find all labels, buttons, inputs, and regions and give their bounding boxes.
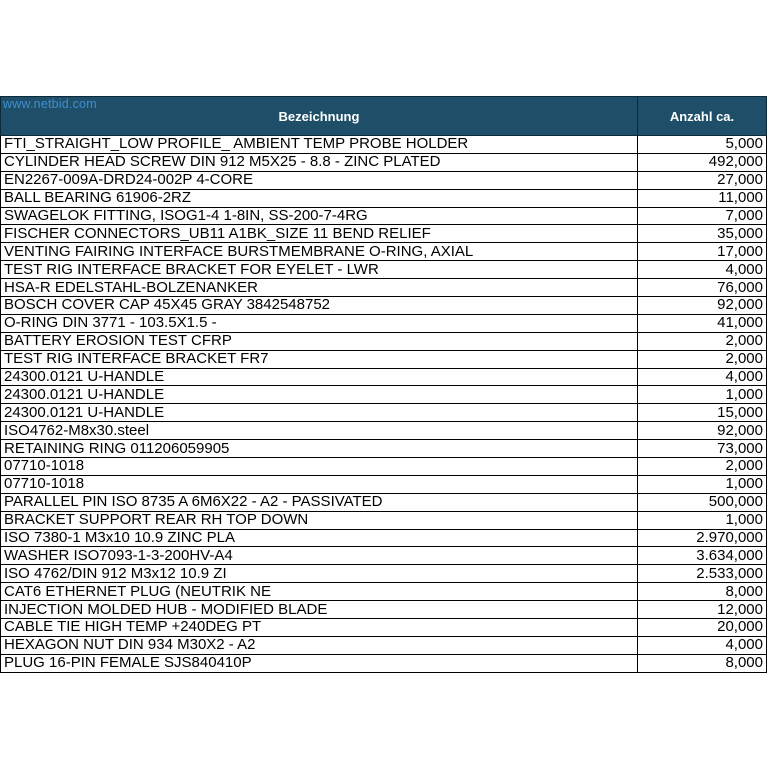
- table-row: [1, 404, 767, 422]
- cell-anzahl: 92,000: [638, 422, 767, 440]
- cell-anzahl: 2,000: [638, 350, 767, 368]
- cell-anzahl: 3.634,000: [638, 547, 767, 565]
- cell-bezeichnung: BALL BEARING 61906-2RZ: [1, 189, 638, 207]
- cell-bezeichnung: 07710-1018: [1, 458, 638, 476]
- table-row: [1, 547, 767, 565]
- cell-anzahl: 92,000: [638, 297, 767, 315]
- table-row: [1, 654, 767, 672]
- cell-anzahl: 76,000: [638, 279, 767, 297]
- table-row: [1, 619, 767, 637]
- cell-bezeichnung: ISO 4762/DIN 912 M3x12 10.9 ZI: [1, 565, 638, 583]
- table-row: [1, 368, 767, 386]
- table-row: [1, 493, 767, 511]
- cell-anzahl: 1,000: [638, 475, 767, 493]
- cell-bezeichnung: PARALLEL PIN ISO 8735 A 6M6X22 - A2 - PASSIVATED: [1, 493, 638, 511]
- cell-bezeichnung: 24300.0121 U-HANDLE: [1, 386, 638, 404]
- table-row: [1, 225, 767, 243]
- cell-bezeichnung: PLUG 16-PIN FEMALE SJS840410P: [1, 654, 638, 672]
- cell-anzahl: 500,000: [638, 493, 767, 511]
- cell-anzahl: 7,000: [638, 207, 767, 225]
- cell-bezeichnung: ISO4762-M8x30.steel: [1, 422, 638, 440]
- cell-bezeichnung: RETAINING RING 011206059905: [1, 440, 638, 458]
- cell-bezeichnung: O-RING DIN 3771 - 103.5X1.5 -: [1, 314, 638, 332]
- cell-anzahl: 4,000: [638, 368, 767, 386]
- cell-bezeichnung: WASHER ISO7093-1-3-200HV-A4: [1, 547, 638, 565]
- cell-bezeichnung: HEXAGON NUT DIN 934 M30X2 - A2: [1, 636, 638, 654]
- cell-bezeichnung: FTI_STRAIGHT_LOW PROFILE_ AMBIENT TEMP PROBE HOLDER: [1, 136, 638, 154]
- cell-bezeichnung: TEST RIG INTERFACE BRACKET FOR EYELET - LWR: [1, 261, 638, 279]
- parts-table-sheet: [0, 96, 766, 673]
- cell-anzahl: 20,000: [638, 619, 767, 637]
- cell-anzahl: 41,000: [638, 314, 767, 332]
- cell-bezeichnung: EN2267-009A-DRD24-002P 4-CORE: [1, 171, 638, 189]
- cell-bezeichnung: BATTERY EROSION TEST CFRP: [1, 332, 638, 350]
- table-row: [1, 350, 767, 368]
- column-header-bezeichnung-label: Bezeichnung: [278, 108, 360, 124]
- table-header-row: [1, 97, 767, 136]
- cell-anzahl: 2.970,000: [638, 529, 767, 547]
- cell-anzahl: 5,000: [638, 136, 767, 154]
- table-row: [1, 243, 767, 261]
- table-row: [1, 440, 767, 458]
- table-body: [1, 136, 767, 673]
- cell-anzahl: 4,000: [638, 261, 767, 279]
- table-row: [1, 636, 767, 654]
- cell-bezeichnung: FISCHER CONNECTORS_UB11 A1BK_SIZE 11 BEND RELIEF: [1, 225, 638, 243]
- cell-bezeichnung: CYLINDER HEAD SCREW DIN 912 M5X25 - 8.8 - ZINC PLATED: [1, 153, 638, 171]
- cell-anzahl: 8,000: [638, 654, 767, 672]
- table-row: [1, 297, 767, 315]
- cell-bezeichnung: 07710-1018: [1, 475, 638, 493]
- cell-anzahl: 11,000: [638, 189, 767, 207]
- cell-bezeichnung: 24300.0121 U-HANDLE: [1, 368, 638, 386]
- table-row: [1, 279, 767, 297]
- cell-anzahl: 12,000: [638, 601, 767, 619]
- cell-anzahl: 4,000: [638, 636, 767, 654]
- cell-anzahl: 35,000: [638, 225, 767, 243]
- watermark: www.netbid.com: [3, 97, 97, 111]
- cell-bezeichnung: SWAGELOK FITTING, ISOG1-4 1-8IN, SS-200-7-4RG: [1, 207, 638, 225]
- cell-anzahl: 1,000: [638, 511, 767, 529]
- table-row: [1, 565, 767, 583]
- table-row: [1, 314, 767, 332]
- table-row: [1, 332, 767, 350]
- table-row: [1, 583, 767, 601]
- table-row: [1, 261, 767, 279]
- cell-bezeichnung: 24300.0121 U-HANDLE: [1, 404, 638, 422]
- table-row: [1, 153, 767, 171]
- table-row: [1, 422, 767, 440]
- cell-bezeichnung: CAT6 ETHERNET PLUG (NEUTRIK NE: [1, 583, 638, 601]
- cell-bezeichnung: HSA-R EDELSTAHL-BOLZENANKER: [1, 279, 638, 297]
- cell-bezeichnung: TEST RIG INTERFACE BRACKET FR7: [1, 350, 638, 368]
- cell-anzahl: 27,000: [638, 171, 767, 189]
- table-row: [1, 529, 767, 547]
- table-row: [1, 601, 767, 619]
- cell-anzahl: 2.533,000: [638, 565, 767, 583]
- parts-table: [0, 96, 767, 673]
- cell-bezeichnung: VENTING FAIRING INTERFACE BURSTMEMBRANE O-RING, AXIAL: [1, 243, 638, 261]
- cell-anzahl: 15,000: [638, 404, 767, 422]
- table-row: [1, 475, 767, 493]
- cell-anzahl: 8,000: [638, 583, 767, 601]
- table-row: [1, 207, 767, 225]
- column-header-anzahl: Anzahl ca.: [638, 97, 767, 136]
- cell-bezeichnung: BRACKET SUPPORT REAR RH TOP DOWN: [1, 511, 638, 529]
- table-row: [1, 458, 767, 476]
- table-row: [1, 171, 767, 189]
- cell-anzahl: 2,000: [638, 332, 767, 350]
- table-row: [1, 189, 767, 207]
- cell-bezeichnung: INJECTION MOLDED HUB - MODIFIED BLADE: [1, 601, 638, 619]
- cell-bezeichnung: CABLE TIE HIGH TEMP +240DEG PT: [1, 619, 638, 637]
- column-header-bezeichnung: [1, 97, 638, 136]
- cell-anzahl: 73,000: [638, 440, 767, 458]
- table-row: [1, 136, 767, 154]
- cell-anzahl: 17,000: [638, 243, 767, 261]
- cell-anzahl: 492,000: [638, 153, 767, 171]
- table-row: [1, 511, 767, 529]
- cell-bezeichnung: ISO 7380-1 M3x10 10.9 ZINC PLA: [1, 529, 638, 547]
- cell-anzahl: 1,000: [638, 386, 767, 404]
- table-row: [1, 386, 767, 404]
- cell-anzahl: 2,000: [638, 458, 767, 476]
- cell-bezeichnung: BOSCH COVER CAP 45X45 GRAY 3842548752: [1, 297, 638, 315]
